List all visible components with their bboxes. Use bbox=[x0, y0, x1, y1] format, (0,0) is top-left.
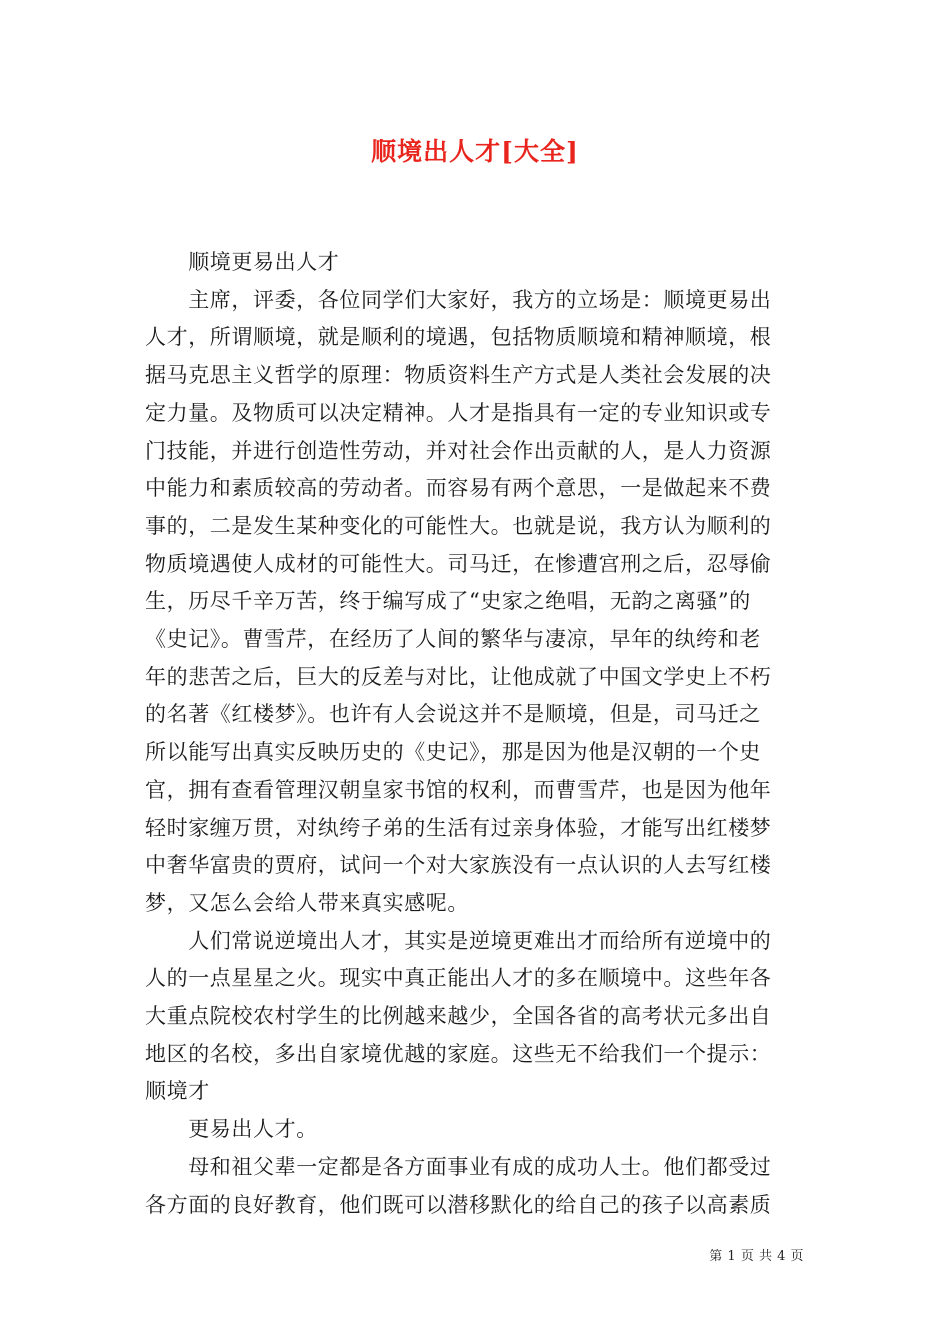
text-line: 定力量。及物质可以决定精神。人才是指具有一定的专业知识或专 bbox=[145, 400, 772, 425]
text-line: 顺境才 bbox=[145, 1079, 210, 1104]
text-line: 顺境更易出人才 bbox=[145, 250, 340, 274]
text-line: 更易出人才。 bbox=[145, 1117, 318, 1142]
text-line: 中能力和素质较高的劳动者。而容易有两个意思，一是做起来不费 bbox=[145, 476, 772, 501]
text-line: 物质境遇使人成材的可能性大。司马迁，在惨遭宫刑之后，忍辱偷 bbox=[145, 551, 772, 576]
text-line: 梦，又怎么会给人带来真实感呢。 bbox=[145, 890, 469, 915]
text-line: 大重点院校农村学生的比例越来越少，全国各省的高考状元多出自 bbox=[145, 1004, 772, 1029]
document-body bbox=[145, 244, 805, 1224]
text-line: 所以能写出真实反映历史的《史记》，那是因为他是汉朝的一个史 bbox=[145, 740, 761, 765]
text-line: 的名著《红楼梦》。也许有人会说这并不是顺境，但是，司马迁之 bbox=[145, 702, 761, 727]
text-line: 官，拥有查看管理汉朝皇家书馆的权利，而曹雪芹，也是因为他年 bbox=[145, 777, 772, 802]
text-line: 事的，二是发生某种变化的可能性大。也就是说，我方认为顺利的 bbox=[145, 513, 772, 538]
page-number: 第 1 页 共 4 页 bbox=[709, 1249, 804, 1264]
text-line: 主席，评委，各位同学们大家好，我方的立场是：顺境更易出 bbox=[145, 287, 772, 312]
text-line: 年的悲苦之后，巨大的反差与对比，让他成就了中国文学史上不朽 bbox=[145, 664, 772, 689]
text-line: 门技能，并进行创造性劳动，并对社会作出贡献的人，是人力资源 bbox=[145, 438, 772, 463]
text-line: 母和祖父辈一定都是各方面事业有成的成功人士。他们都受过 bbox=[145, 1154, 772, 1179]
text-line: 《史记》。曹雪芹，在经历了人间的繁华与凄凉，早年的纨绔和老 bbox=[145, 627, 761, 652]
text-line: 人才，所谓顺境，就是顺利的境遇，包括物质顺境和精神顺境，根 bbox=[145, 325, 772, 350]
document-title: 顺境出人才[大全] bbox=[371, 137, 579, 166]
text-line: 人的一点星星之火。现实中真正能出人才的多在顺境中。这些年各 bbox=[145, 966, 772, 991]
text-line: 各方面的良好教育，他们既可以潜移默化的给自己的孩子以高素质 bbox=[145, 1192, 772, 1217]
text-line: 中奢华富贵的贾府，试问一个对大家族没有一点认识的人去写红楼 bbox=[145, 853, 772, 878]
text-line: 地区的名校，多出自家境优越的家庭。这些无不给我们一个提示： bbox=[145, 1041, 772, 1066]
text-line: 轻时家缠万贯，对纨绔子弟的生活有过亲身体验，才能写出红楼梦 bbox=[145, 815, 772, 840]
text-line: 人们常说逆境出人才，其实是逆境更难出才而给所有逆境中的 bbox=[145, 928, 772, 953]
text-line: 据马克思主义哲学的原理：物质资料生产方式是人类社会发展的决 bbox=[145, 363, 772, 388]
text-line: 生，历尽千辛万苦，终于编写成了“史家之绝唱，无韵之离骚”的 bbox=[145, 589, 751, 614]
